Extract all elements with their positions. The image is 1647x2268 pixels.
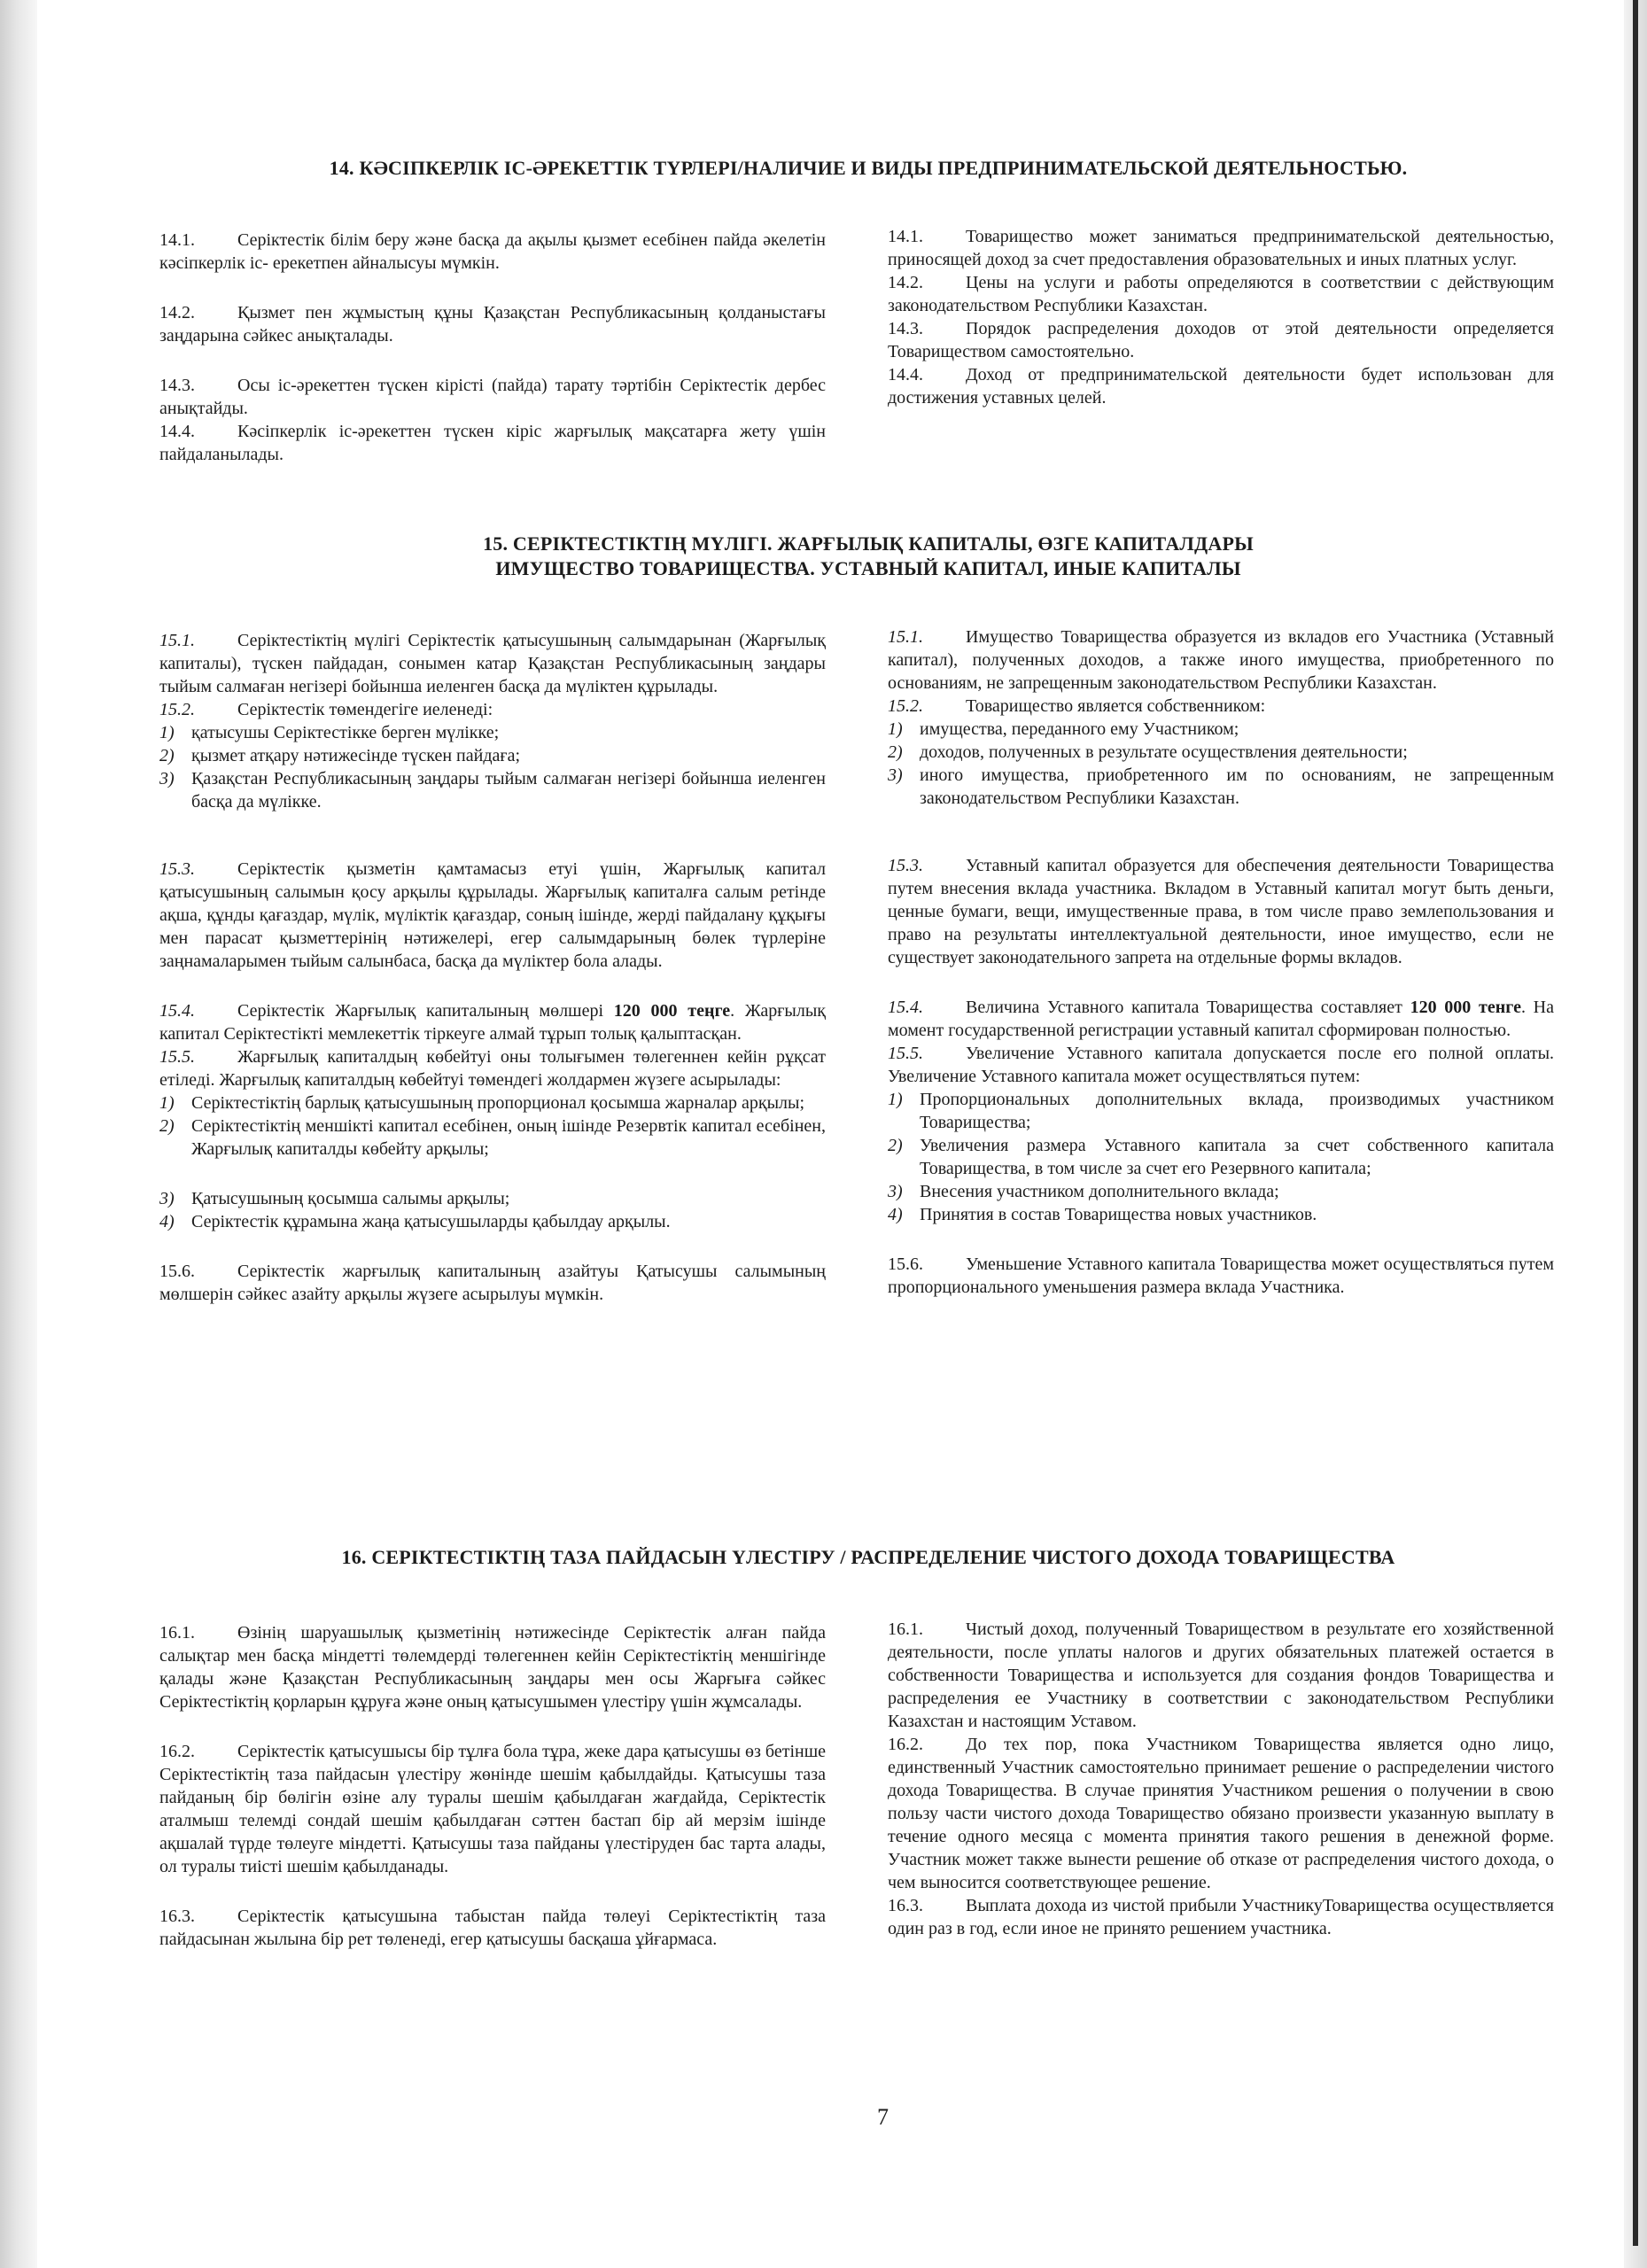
clause-14-4-ru: 14.4. Доход от предпринимательской деятельности будет использован для достижения уставных целей. xyxy=(888,365,1554,408)
section-16-kz-column xyxy=(159,1621,826,1951)
clause-15-4-kz: 15.4. Серіктестік Жарғылық капиталының мөлшері 120 000 теңге. Жарғылық капитал Серіктестікті мемлекеттік тіркеуге алмай тұрып толық қалыптасқан. xyxy=(159,1001,826,1044)
capital-amount-kz: 120 000 теңге xyxy=(613,1001,731,1021)
clause-16-3-kz: 16.3. Серіктестік қатысушына табыстан пайда төлеуі Серіктестіктің таза пайдасынан жылына бір рет төленеді, егер қатысушы басқаша ұйғармаса. xyxy=(159,1907,826,1949)
clause-14-2-ru: 14.2. Цены на услуги и работы определяются в соответствии с действующим законодательством Республики Казахстан. xyxy=(888,273,1554,315)
clause-15-1-kz: 15.1. Серіктестіктің мүлігі Серіктестік қатысушының салымдарынан (Жарғылық капиталы), түскен пайдадан, сонымен катар Қазақстан Республикасының заңдары тыйым салмаған негізері бойынша иеленген басқа да мүліктен құрылады. xyxy=(159,631,826,696)
clause-14-2-kz: 14.2. Қызмет пен жұмыстың құны Қазақстан Республикасының қолданыстағы заңдарына сәйкес анықталады. xyxy=(159,303,826,346)
list-item: 1) қатысушы Серіктестікке берген мүлікке; xyxy=(159,723,500,742)
clause-15-2-kz: 15.2. Серіктестік төмендегіге иеленеді: xyxy=(159,700,493,719)
section-15-title-ru: ИМУЩЕСТВО ТОВАРИЩЕСТВА. УСТАВНЫЙ КАПИТАЛ, ИНЫЕ КАПИТАЛЫ xyxy=(495,557,1241,579)
capital-amount-ru: 120 000 тенге xyxy=(1410,998,1521,1017)
clause-14-1-kz: 14.1. Серіктестік білім беру және басқа да ақылы қызмет есебінен пайда әкелетін кәсіпкерлік іс- ерекетпен айналысуы мүмкін. xyxy=(159,230,826,273)
list-item: 2) Серіктестіктің меншікті капитал есебінен, оның ішінде Резервтік капитал есебінен, Жарғылық капиталды көбейту арқылы; xyxy=(159,1116,826,1159)
list-item: 4) Принятия в состав Товарищества новых участников. xyxy=(888,1205,1317,1224)
clause-16-1-ru: 16.1. Чистый доход, полученный Товариществом в результате его хозяйственной деятельности, после уплаты налогов и других обязательных платежей остается в собственности Товарищества и используется для создания фондов Товарищества и распределения ее Участнику в соответствии с законодательством Республики Казахстан и настоящим Уставом. xyxy=(888,1619,1554,1731)
list-item: 3) Внесения участником дополнительного вклада; xyxy=(888,1182,1279,1201)
clause-15-3-kz: 15.3. Серіктестік қызметін қамтамасыз етуі үшін, Жарғылық капитал қатысушының салымын қосу арқылы құрылады. Жарғылық капиталға салым ретінде ақша, құнды қағаздар, мүлік, мүліктік қағаздар, соның ішінде, жерді пайдалану құқығы мен парасат қызметтерінің нәтижелері, егер салымдарының бөлек түрлеріне заңнамаларымен тыйым салынбаса, басқа да мүліктер бола алады. xyxy=(159,859,826,971)
clause-15-5-kz: 15.5. Жарғылық капиталдың көбейтуі оны толығымен төлегеннен кейін рұқсат етіледі. Жарғылық капиталдың көбейтуі төмендегі жолдармен жүзеге асырылады: xyxy=(159,1047,826,1090)
list-item: 1) Пропорциональных дополнительных вклада, производимых участником Товарищества; xyxy=(888,1090,1554,1132)
clause-14-1-ru: 14.1. Товарищество может заниматься предпринимательской деятельностью, приносящей доход за счет предоставления образовательных и иных платных услуг. xyxy=(888,227,1554,269)
clause-15-6-ru: 15.6. Уменьшение Уставного капитала Товарищества может осуществляться путем пропорционального уменьшения размера вклада Участника. xyxy=(888,1254,1554,1297)
clause-16-1-kz: 16.1. Өзінің шаруашылық қызметінің нәтижесінде Серіктестік алған пайда салықтар мен басқа міндетті төлемдерді төлегеннен кейін Серіктестіктің меншігінде қалады және Қазақстан Республикасының заңдары мен осы Жарғыға сәйкес Серіктестіктің қорларын құруға және оның қатысушымен үлестіру үшін жұмсалады. xyxy=(159,1623,826,1712)
list-item: 4) Серіктестік құрамына жаңа қатысушыларды қабылдау арқылы. xyxy=(159,1212,671,1231)
section-14-title: 14. КӘСІПКЕРЛІК ІС-ӘРЕКЕТТІК ТҮРЛЕРІ/НАЛИЧИЕ И ВИДЫ ПРЕДПРИНИМАТЕЛЬСКОЙ ДЕЯТЕЛЬНОСТЬЮ. xyxy=(329,157,1408,179)
clause-14-3-ru: 14.3. Порядок распределения доходов от этой деятельности определяется Товариществом самостоятельно. xyxy=(888,319,1554,361)
clause-15-3-ru: 15.3. Уставный капитал образуется для обеспечения деятельности Товарищества путем внесения вклада участника. Вкладом в Уставный капитал могут быть деньги, ценные бумаги, вещи, имущественные права, в том числе право землепользования и право на результаты интеллектуальной деятельности, иное имущество, если не существует законодательного запрета на отдельные формы вкладов. xyxy=(888,856,1554,967)
section-15-ru-column xyxy=(888,625,1554,1299)
list-item: 3) иного имущества, приобретенного им по основаниям, не запрещенным законодательством Республики Казахстан. xyxy=(888,765,1554,808)
section-14-ru-column xyxy=(888,225,1554,409)
section-16-title: 16. СЕРІКТЕСТІКТІҢ ТАЗА ПАЙДАСЫН ҮЛЕСТІРУ / РАСПРЕДЕЛЕНИЕ ЧИСТОГО ДОХОДА ТОВАРИЩЕСТВА xyxy=(341,1546,1395,1568)
clause-15-2-ru: 15.2. Товарищество является собственником: xyxy=(888,696,1266,716)
list-item: 2) доходов, полученных в результате осуществления деятельности; xyxy=(888,742,1408,762)
section-15-title-kz: 15. СЕРІКТЕСТІКТІҢ МҮЛІГІ. ЖАРҒЫЛЫҚ КАПИТАЛЫ, ӨЗГЕ КАПИТАЛДАРЫ xyxy=(483,532,1254,555)
clause-15-6-kz: 15.6. Серіктестік жарғылық капиталының азайтуы Қатысушы салымының мөлшерін сәйкес азайту арқылы жүзеге асырылуы мүмкін. xyxy=(159,1262,826,1304)
clause-15-1-ru: 15.1. Имущество Товарищества образуется из вкладов его Участника (Уставный капитал), полученных доходов, а также иного имущества, приобретенного по основаниям, не запрещенным законодательством Республики Казахстан. xyxy=(888,627,1554,693)
section-15-title xyxy=(168,532,1568,581)
list-item: 3) Қатысушының қосымша салымы арқылы; xyxy=(159,1189,510,1208)
list-item: 2) Увеличения размера Уставного капитала за счет собственного капитала Товарищества, в том числе за счет его Резервного капитала; xyxy=(888,1136,1554,1178)
list-item: 1) имущества, переданного ему Участником; xyxy=(888,719,1239,739)
section-15-kz-column xyxy=(159,629,826,1306)
clause-14-4-kz: 14.4. Кәсіпкерлік іс-әрекеттен түскен кіріс жарғылық мақсатарға жету үшін пайдаланылады. xyxy=(159,422,826,464)
list-item: 3) Қазақстан Республикасының заңдары тыйым салмаған негізері бойынша иеленген басқа да мүлікке. xyxy=(159,769,826,812)
clause-16-3-ru: 16.3. Выплата дохода из чистой прибыли УчастникуТоварищества осуществляется один раз в год, если иное не принято решением участника. xyxy=(888,1896,1554,1938)
list-item: 1) Серіктестіктің барлық қатысушының пропорционал қосымша жарналар арқылы; xyxy=(159,1093,805,1113)
clause-15-5-ru: 15.5. Увеличение Уставного капитала допускается после его полной оплаты. Увеличение Уставного капитала может осуществляться путем: xyxy=(888,1044,1554,1086)
section-14-kz-column xyxy=(159,229,826,466)
clause-16-2-ru: 16.2. До тех пор, пока Участником Товарищества является одно лицо, единственный Участник самостоятельно принимает решение о распределении чистого дохода Товарищества. В случае принятия Участником решения о получении в свою пользу части чистого дохода Товарищество обязано произвести указанную выплату в течение одного месяца с момента принятия такого решения в денежной форме. Участник может также вынести решение об отказе от распределения чистого дохода, о чем выносится соответствующее решение. xyxy=(888,1735,1554,1892)
section-16-ru-column xyxy=(888,1618,1554,1940)
page-number: 7 xyxy=(877,2104,889,2130)
clause-15-4-ru: 15.4. Величина Уставного капитала Товарищества составляет 120 000 тенге. На момент государственной регистрации уставный капитал сформирован полностью. xyxy=(888,998,1554,1040)
clause-16-2-kz: 16.2. Серіктестік қатысушысы бір тұлға бола тұра, жеке дара қатысушы өз бетінше Серіктестіктің таза пайдасын үлестіру жөнінде шешім қабылдайды. Қатысушы таза пайданың бір бөлігін өзіне алу туралы шешім қабылдаған жағдайда, Серіктестік аталмыш телемді сондай шешім қабылдаған сәттен бастап бір ай мерзім ішінде ақшалай түрде төлеуге міндетті. Қатысушы таза пайданы үлестіруден бас тарта алады, ол туралы тиісті шешім қабылданады. xyxy=(159,1742,826,1876)
clause-14-3-kz: 14.3. Осы іс-әрекеттен түскен кірісті (пайда) тарату тәртібін Серіктестік дербес анықтайды. xyxy=(159,376,826,418)
list-item: 2) қызмет атқару нәтижесінде түскен пайдаға; xyxy=(159,746,521,765)
